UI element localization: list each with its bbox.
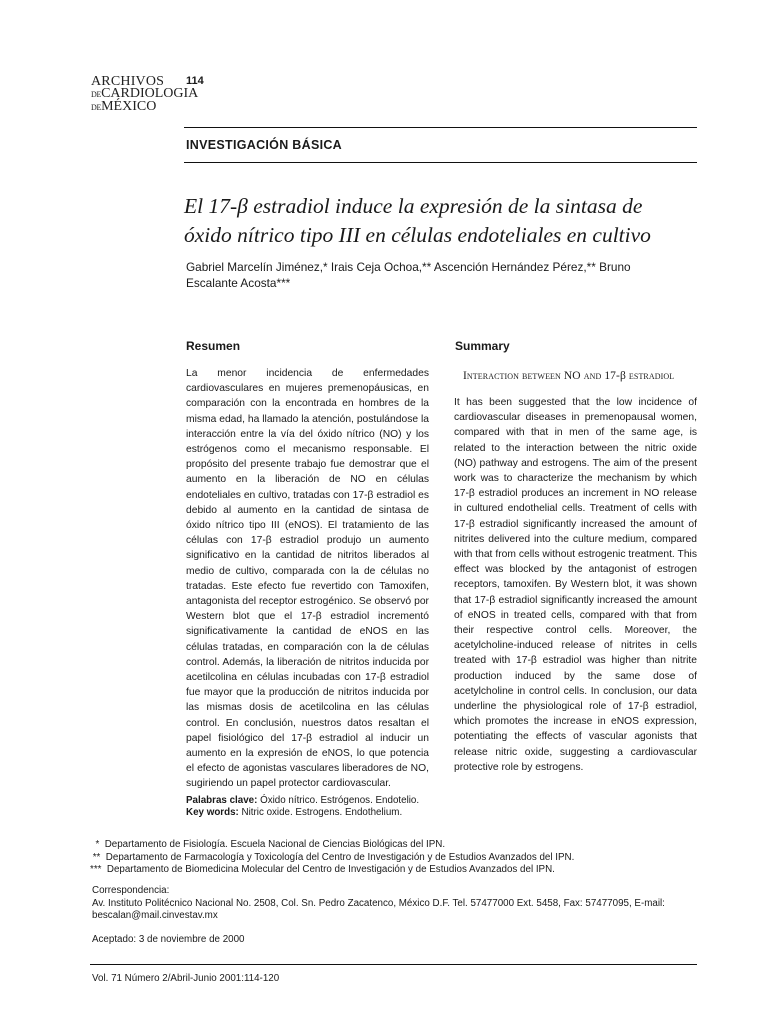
keywords-en-label: Key words: <box>186 807 239 818</box>
keywords-es <box>186 795 486 807</box>
affiliation-item: * Departamento de Fisiología. Escuela Nacional de Ciencias Biológicas del IPN. <box>90 839 446 850</box>
correspondence-email: bescalan@mail.cinvestav.mx <box>92 910 218 921</box>
keywords-es-value: Óxido nítrico. Estrógenos. Endotelio. <box>257 795 420 806</box>
correspondence <box>92 885 698 923</box>
subtitle-part: Interaction between <box>463 370 561 382</box>
subtitle-part: and <box>583 370 602 382</box>
summary-body <box>454 395 697 775</box>
summary-heading: Summary <box>455 339 510 353</box>
subtitle-part: 17-β <box>604 370 626 382</box>
summary-subtitle <box>463 370 674 382</box>
subtitle-part: NO <box>563 370 581 382</box>
correspondence-label: Correspondencia: <box>92 885 170 896</box>
keywords-es-label: Palabras clave: <box>186 795 258 806</box>
footer-citation: Vol. 71 Número 2/Abril-Junio 2001:114-120 <box>92 973 280 984</box>
logo-word: MÉXICO <box>101 99 157 114</box>
logo-word: CARDIOLOGIA <box>101 86 199 101</box>
logo-prefix: DE <box>91 103 102 112</box>
correspondence-address: Av. Instituto Politécnico Nacional No. 2508, Col. Sn. Pedro Zacatenco, México D.F. Tel. 57477000 Ext. 5458, Fax: 57477095, E-mail: <box>92 897 665 909</box>
subtitle-part: estradiol <box>628 370 675 382</box>
top-rule <box>184 127 697 128</box>
resumen-text: La menor incidencia de enfermedades cardiovasculares en mujeres premenopáusicas, en comparación con la encontrada en hombres de la misma edad, ha llamado la atención, postulándose la interacción entre la vía del óxido nítrico (NO) y los estrógenos como el mecanismo responsable. El propósito del presente trabajo fue demostrar que el aumento en la liberación de NO en células endoteliales en cultivo, tratadas con 17-β estradiol es debido al aumento en la cantidad de sintasa de óxido nítrico tipo III (eNOS). El tratamiento de las células con 17-β estradiol produjo un aumento significativo en la cantidad de nitritos liberados al medio de cultivo, comparada con la de células no tratadas. Este efecto fue revertido con Tamoxifen, antagonista del receptor estrogénico. Se observó por Western blot que el 17-β estradiol incrementó significativamente la cantidad de eNOS en las células tratadas, en comparación con la de células control. Además, la liberación de nitritos inducida por acetilcolina en células incubadas con 17-β estradiol fue mayor que la producción de nitritos inducida por las mismas dosis de acetilcolina en las células control. En conclusión, nuestros datos resaltan el papel fisiológico del 17-β estradiol al inducir un aumento en la expresión de eNOS, lo que potencia el efecto de agonistas vasculares liberadores de NO, sugiriendo un papel protector cardiovascular. <box>186 368 429 790</box>
page-number: 114 <box>186 75 204 87</box>
section-rule <box>184 162 697 163</box>
footer-rule <box>90 964 697 965</box>
keywords-en-value: Nitric oxide. Estrogens. Endothelium. <box>238 807 403 818</box>
resumen-heading: Resumen <box>186 339 241 353</box>
summary-text: It has been suggested that the low incidence of cardiovascular diseases in premenopausal women, compared with that in men of the same age, is related to the interaction between the nitric oxide (NO) pathway and estrogens. The aim of the present work was to characterize the mechanism by which 17-β estradiol produces an increment in NO release in cultured endothelial cells. Treatment of cells with 17-β estradiol significantly increased the amount of nitrites delivered into the culture medium, compared with that from cells without estrogenic treatment. This effect was blocked by the antagonist of estrogen receptors, tamoxifen. By Western blot, it was shown that 17-β estradiol significantly increased the amount of eNOS in treated cells, compared with that from their respective control cells. Moreover, the acetylcholine-induced release of nitrites in cells treated with 17-β estradiol was higher than nitrite production induced by the same dose of acetylcholine in control cells. In conclusion, our data underline the physiological role of 17-β estradiol, which promotes the increase in eNOS expression, potentiating the effects of vascular agonists that release nitric oxide, suggesting a cardiovascular protective role by estrogens. <box>454 397 697 773</box>
authors-line: Escalante Acosta*** <box>186 276 291 290</box>
affiliation-item: *** Departamento de Biomedicina Molecular del Centro de Investigación y de Estudios Avanzados del IPN. <box>90 864 555 875</box>
logo-line-mexico <box>91 101 181 114</box>
accepted-date: Aceptado: 3 de noviembre de 2000 <box>92 934 245 945</box>
author-list <box>186 259 696 291</box>
affiliations <box>90 839 710 877</box>
title-line: óxido nítrico tipo III en células endoteliales en cultivo <box>184 223 651 247</box>
keywords <box>186 795 486 819</box>
article-title <box>184 192 704 250</box>
resumen-body <box>186 366 429 792</box>
authors-line: Gabriel Marcelín Jiménez,* Irais Ceja Ochoa,** Ascención Hernández Pérez,** Bruno <box>186 260 631 274</box>
affiliation-item: ** Departamento de Farmacología y Toxicología del Centro de Investigación y de Estudios Avanzados del IPN. <box>90 851 575 863</box>
logo-prefix: DE <box>91 90 102 99</box>
keywords-en <box>186 807 486 819</box>
title-line: El 17-β estradiol induce la expresión de la sintasa de <box>184 194 643 218</box>
section-label: INVESTIGACIÓN BÁSICA <box>186 138 343 152</box>
logo-line-archivos: ARCHIVOS <box>91 74 165 89</box>
